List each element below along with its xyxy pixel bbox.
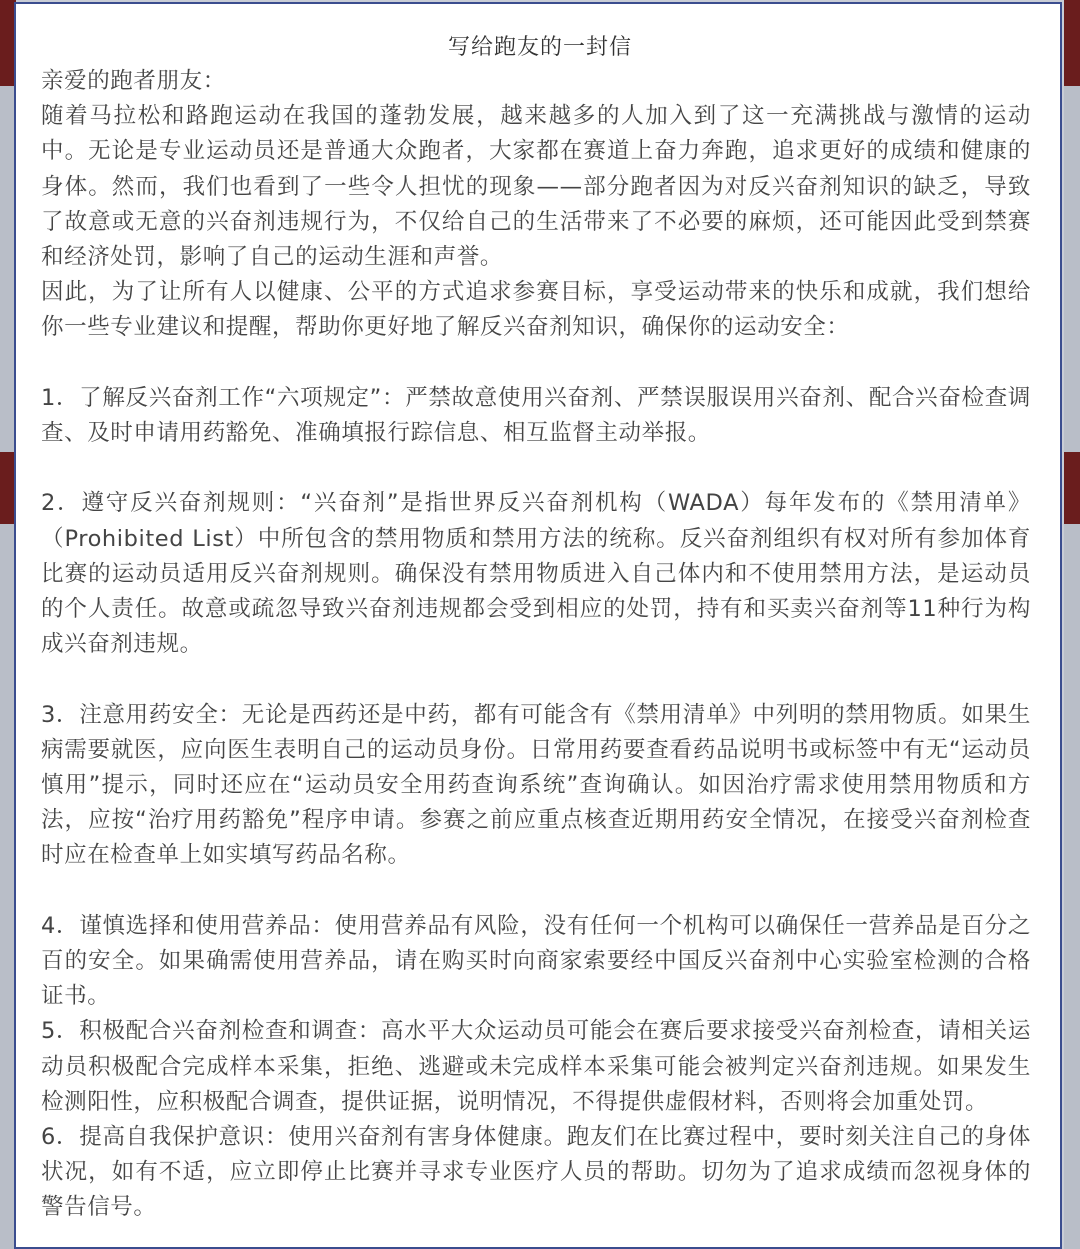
intro-paragraph-1: 随着马拉松和路跑运动在我国的蓬勃发展，越来越多的人加入到了这一充满挑战与激情的运动中。无论是专业运动员还是普通大众跑者，大家都在赛道上奋力奔跑，追求更好的成绩和健康的身体。然而，我们也看到了一些令人担忧的现象——部分跑者因为对反兴奋剂知识的缺乏，导致了故意或无意的兴奋剂违规行为，不仅给自己的生活带来了不必要的麻烦，还可能因此受到禁赛和经济处罚，影响了自己的运动生涯和声誉。 [41,103,1031,271]
advice-item-2: 2．遵守反兴奋剂规则：“兴奋剂”是指世界反兴奋剂机构（WADA）每年发布的《禁用清单》（Prohibited List）中所包含的禁用物质和禁用方法的统称。反兴奋剂组织有权对所有参加体育比赛的运动员适用反兴奋剂规则。确保没有禁用物质进入自己体内和不使用禁用方法，是运动员的个人责任。故意或疏忽导致兴奋剂违规都会受到相应的处罚，持有和买卖兴奋剂等11种行为构成兴奋剂违规。 [41,490,1031,658]
advice-item-6: 6．提高自我保护意识：使用兴奋剂有害身体健康。跑友们在比赛过程中，要时刻关注自己的身体状况，如有不适，应立即停止比赛并寻求专业医疗人员的帮助。切勿为了追求成绩而忽视身体的警告信号。 [41,1124,1031,1221]
paragraph-spacer [41,662,1031,697]
background-section-band-right [1064,452,1080,524]
paragraph-spacer [41,874,1031,909]
letter-body [41,64,1031,1226]
letter-modal[interactable] [14,2,1062,1249]
paragraph-spacer [41,346,1031,381]
paragraph-spacer [41,451,1031,486]
advice-item-5: 5．积极配合兴奋剂检查和调查：高水平大众运动员可能会在赛后要求接受兴奋剂检查，请相关运动员积极配合完成样本采集，拒绝、逃避或未完成样本采集可能会被判定兴奋剂违规。如果发生检测阳性，应积极配合调查，提供证据，说明情况，不得提供虚假材料，否则将会加重处罚。 [41,1018,1031,1115]
advice-item-4: 4．谨慎选择和使用营养品：使用营养品有风险，没有任何一个机构可以确保任一营养品是百分之百的安全。如果确需使用营养品，请在购买时向商家索要经中国反兴奋剂中心实验室检测的合格证书。 [41,912,1031,1010]
background-header-band-right [1064,0,1080,86]
advice-item-3: 3．注意用药安全：无论是西药还是中药，都有可能含有《禁用清单》中列明的禁用物质。如果生病需要就医，应向医生表明自己的运动员身份。日常用药要查看药品说明书或标签中有无“运动员慎用”提示，同时还应在“运动员安全用药查询系统”查询确认。如因治疗需求使用禁用物质和方法，应按“治疗用药豁免”程序申请。参赛之前应重点核查近期用药安全情况，在接受兴奋剂检查时应在检查单上如实填写药品名称。 [41,701,1031,869]
letter-title: 写给跑友的一封信 [447,35,632,60]
letter-salutation: 亲爱的跑者朋友： [41,68,226,94]
intro-paragraph-2: 因此，为了让所有人以健康、公平的方式追求参赛目标，享受运动带来的快乐和成就，我们想给你一些专业建议和提醒，帮助你更好地了解反兴奋剂知识，确保你的运动安全： [41,279,1031,341]
advice-item-1: 1．了解反兴奋剂工作“六项规定”：严禁故意使用兴奋剂、严禁误服误用兴奋剂、配合兴奋检查调查、及时申请用药豁免、准确填报行踪信息、相互监督主动举报。 [41,384,1031,447]
background-page-right-edge [1064,0,1080,1249]
